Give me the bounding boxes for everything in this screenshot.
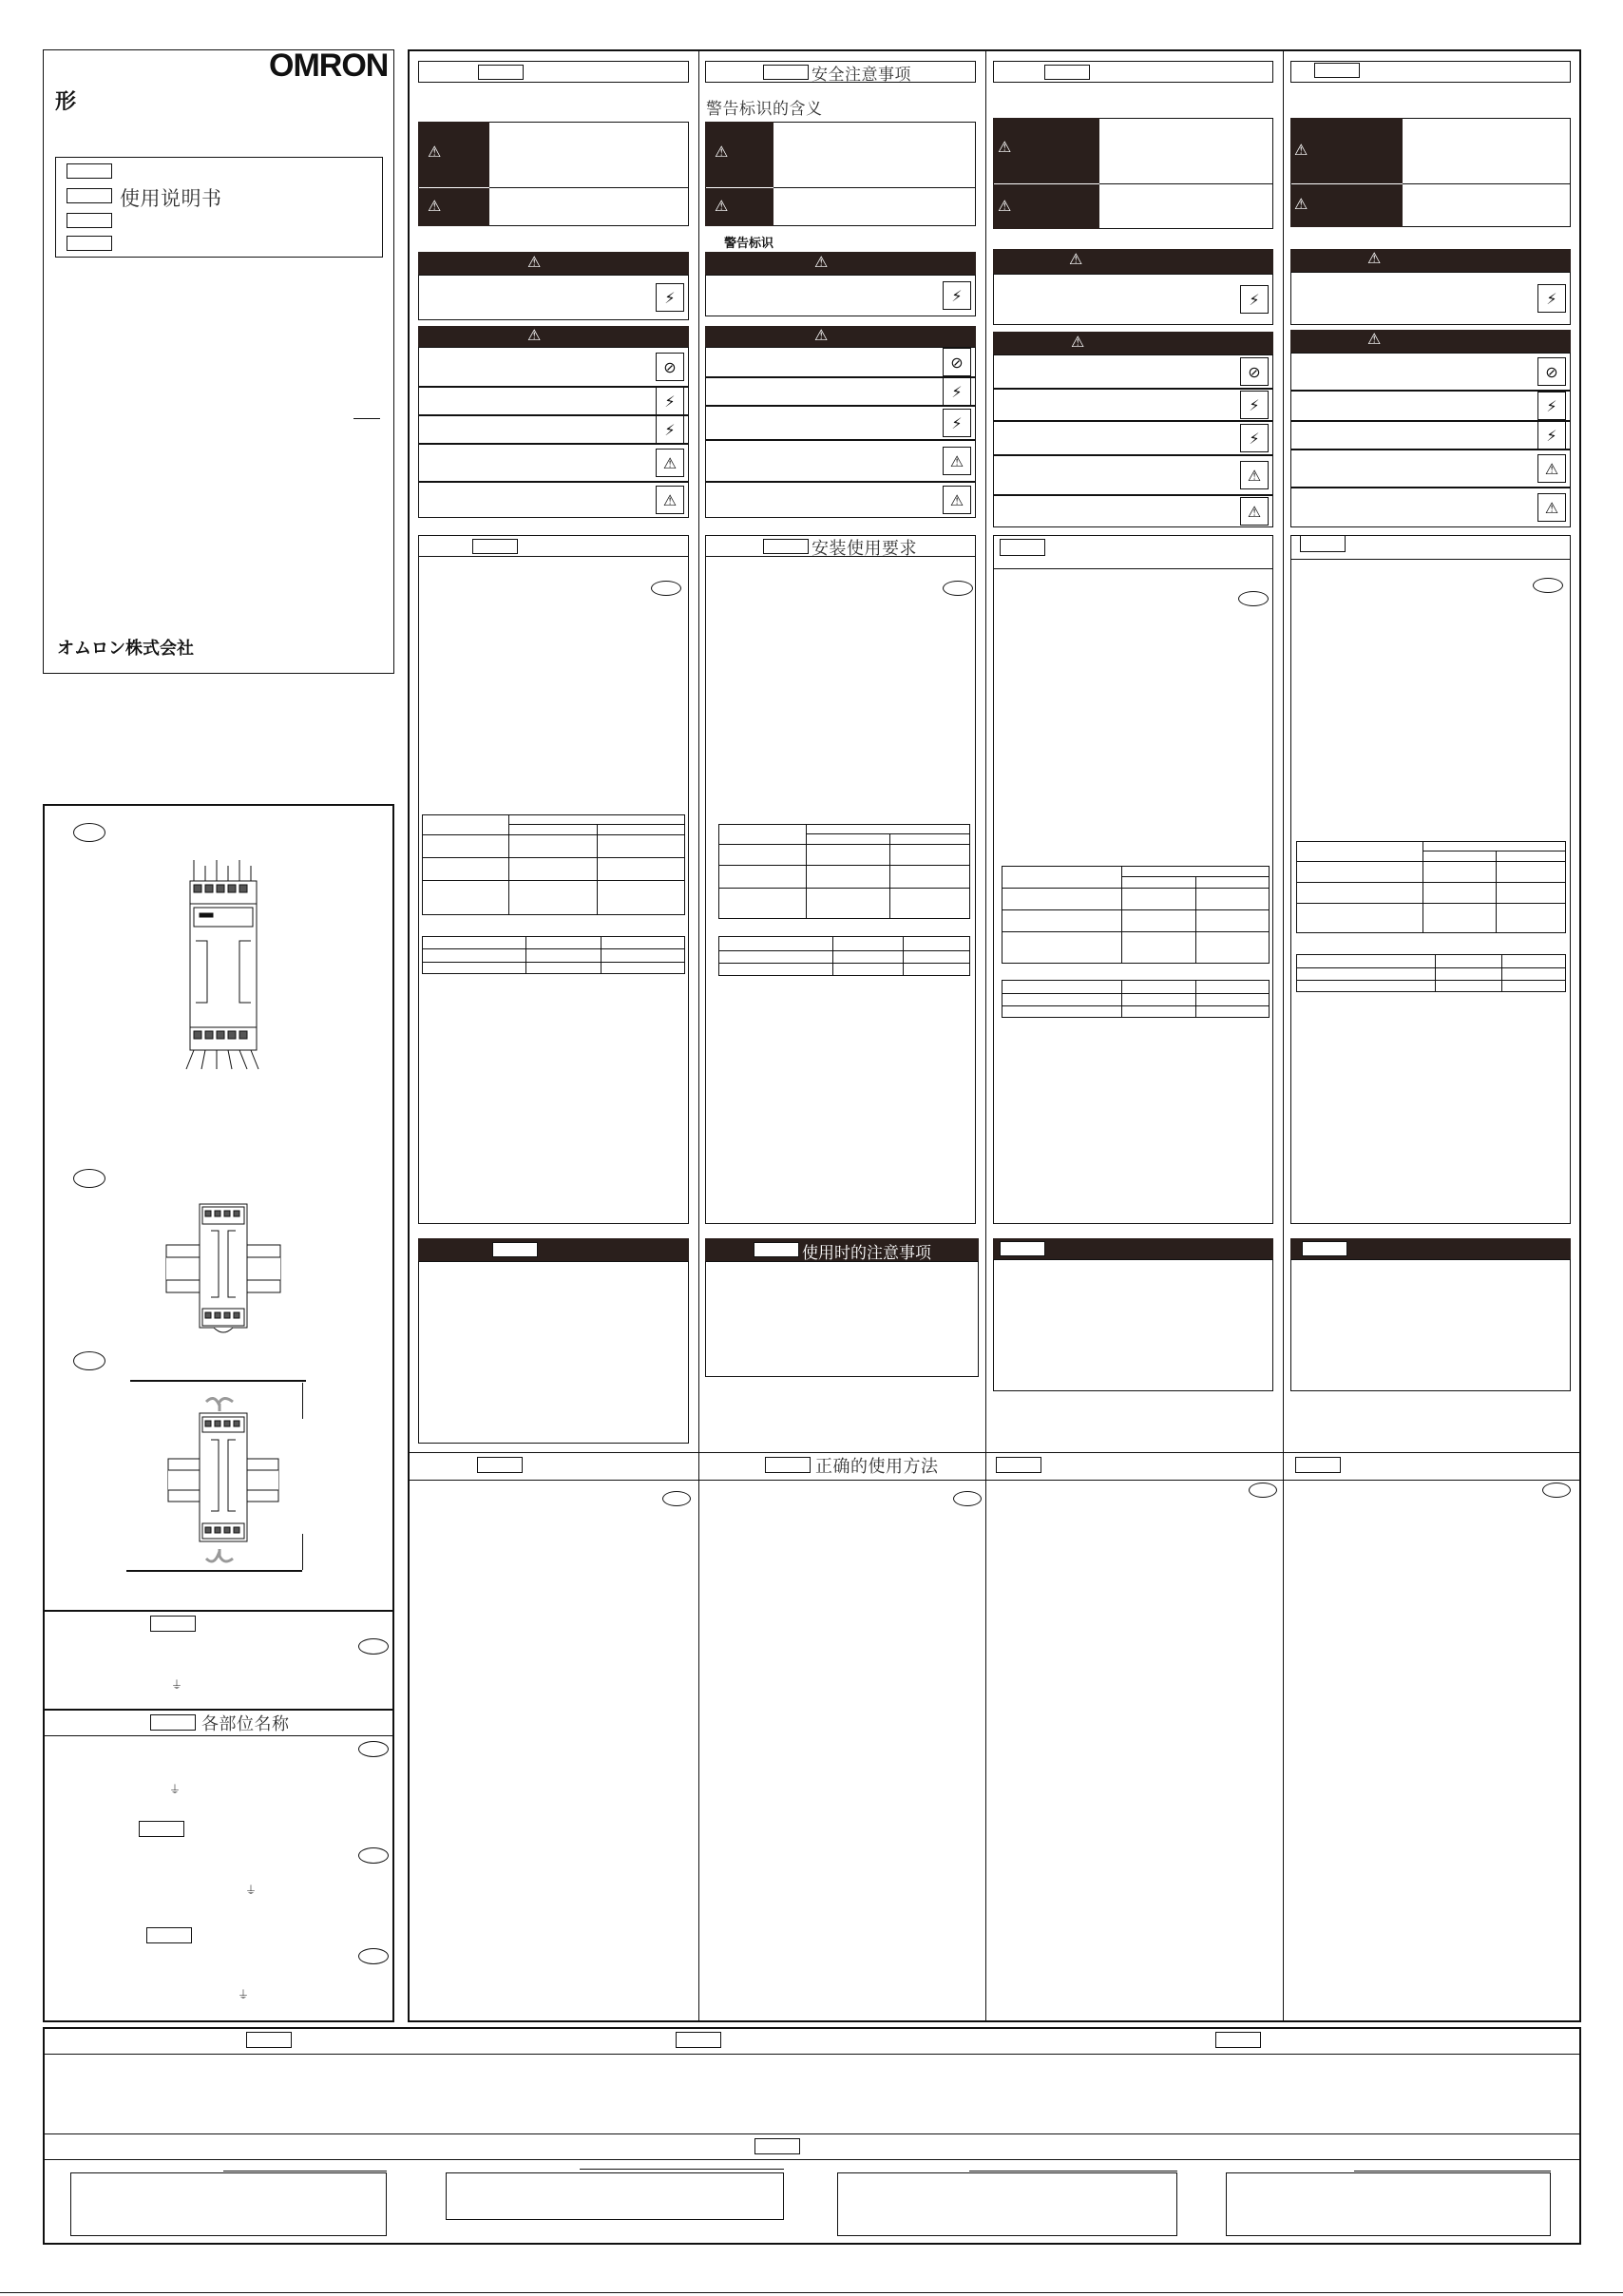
col1-usage-label xyxy=(492,1242,538,1257)
col3-warn-row-3 xyxy=(993,421,1273,455)
col4-warn-row-3 xyxy=(1290,421,1571,450)
electric-shock-icon: ⚡ xyxy=(1240,391,1269,419)
correct-use-marker-4 xyxy=(1542,1483,1571,1498)
col4-table-rule xyxy=(1296,967,1566,968)
col4-warning-bar xyxy=(1290,330,1571,353)
omron-logo: OMRON xyxy=(269,48,389,84)
warning-triangle-icon: ⚠ xyxy=(998,197,1012,215)
warning-triangle-icon: ⚠ xyxy=(1240,461,1269,489)
model-prefix: 形 xyxy=(55,90,77,114)
warning-triangle-icon: ⚠ xyxy=(1294,195,1308,213)
col2-table-rule xyxy=(718,950,970,951)
electric-shock-icon: ⚡ xyxy=(1240,424,1269,452)
contact-box-3 xyxy=(837,2172,1177,2236)
col1-table-rule xyxy=(422,948,685,949)
col3-table-rule xyxy=(1121,980,1122,1018)
col1-table-rule xyxy=(508,824,685,825)
correct-use-label-4 xyxy=(1295,1457,1341,1473)
col4-install-label xyxy=(1300,535,1346,552)
contact-box-2-tab xyxy=(580,2169,784,2170)
warning-meaning-title: 警告标识的含义 xyxy=(706,100,823,119)
warning-triangle-icon: ⚠ xyxy=(715,143,729,161)
electric-shock-icon: ⚡ xyxy=(1537,392,1566,420)
col3-install-label xyxy=(1000,539,1045,556)
col2-table-rule xyxy=(718,963,970,964)
install-title: 安装使用要求 xyxy=(812,539,917,559)
prohibit-disassembly-icon: ⊘ xyxy=(943,348,971,376)
ground-icon: ⏚ xyxy=(171,1678,183,1692)
col1-warning-bar xyxy=(418,326,689,347)
warning-triangle-icon: ⚠ xyxy=(656,449,684,477)
col3-header xyxy=(993,61,1273,83)
col4-warn-row-1 xyxy=(1290,353,1571,391)
col2-warn-row-1 xyxy=(705,347,976,377)
bottom-label-center xyxy=(754,2138,800,2154)
correct-use-label-3 xyxy=(996,1457,1041,1473)
col3-install-rule xyxy=(993,568,1273,569)
col4-table-rule xyxy=(1435,954,1436,992)
prohibit-disassembly-icon: ⊘ xyxy=(1537,357,1566,386)
col4-table-rule xyxy=(1296,980,1566,981)
electric-shock-icon: ⚡ xyxy=(943,409,971,437)
correct-use-marker-1 xyxy=(662,1491,691,1506)
col2-warning-bar xyxy=(705,326,976,347)
col1-table-rule xyxy=(422,880,685,881)
parts-label-2 xyxy=(150,1714,196,1731)
col4-table-rule xyxy=(1496,851,1497,933)
col4-meaning-split xyxy=(1403,183,1571,184)
col1-table-rule xyxy=(422,834,685,835)
col2-install-label xyxy=(763,539,809,554)
bottom-mid-rule-2 xyxy=(45,2159,1579,2160)
col2-warn-row-2 xyxy=(705,377,976,406)
col3-table-rule xyxy=(1121,876,1270,877)
col3-danger-bar xyxy=(993,249,1273,274)
col2-table-rule xyxy=(806,833,970,834)
electric-shock-icon: ⚡ xyxy=(656,283,684,312)
col1-meaning-split xyxy=(489,187,689,188)
col2-warn-row-5 xyxy=(705,482,976,518)
contact-box-4-tab xyxy=(1354,2171,1551,2172)
contact-box-3-tab xyxy=(969,2171,1177,2172)
clearance-dim-top xyxy=(302,1383,303,1419)
col3-sub-table xyxy=(1002,980,1270,1018)
warning-triangle-icon: ⚠ xyxy=(1537,454,1566,483)
title-label-1 xyxy=(67,163,112,179)
col1-warn-row-3 xyxy=(418,415,689,444)
contact-box-2 xyxy=(446,2172,784,2220)
device-front-diagram xyxy=(181,860,266,1074)
page-bottom-rule xyxy=(0,2292,1623,2293)
col3-table-rule xyxy=(1195,876,1196,964)
col1-warn-row-1 xyxy=(418,347,689,387)
col4-install-marker xyxy=(1533,578,1563,593)
parts-marker-1 xyxy=(358,1638,389,1655)
col2-table-rule xyxy=(903,936,904,976)
col1-table-rule xyxy=(525,936,526,974)
clearance-dim-bottom xyxy=(302,1534,303,1570)
col2-header-label xyxy=(763,65,809,80)
clearance-line-bottom xyxy=(126,1570,302,1572)
col1-table-rule xyxy=(597,824,598,915)
col4-usage-box xyxy=(1290,1259,1571,1391)
bottom-mid-rule xyxy=(45,2133,1579,2134)
col1-install-marker xyxy=(651,581,681,596)
correct-use-marker-2 xyxy=(953,1491,982,1506)
col2-usage-box xyxy=(705,1261,979,1377)
warning-marks-title: 警告标识 xyxy=(724,237,774,251)
parts-label-1 xyxy=(150,1616,196,1632)
col1-warn-row-5 xyxy=(418,482,689,518)
warning-triangle-icon: ⚠ xyxy=(428,143,442,161)
title-label-3 xyxy=(67,213,112,228)
electric-shock-icon: ⚡ xyxy=(1537,421,1566,450)
col1-warn-row-2 xyxy=(418,387,689,415)
ground-icon: ⏚ xyxy=(169,1783,181,1796)
col2-usage-label xyxy=(754,1242,799,1257)
col3-warn-row-2 xyxy=(993,389,1273,421)
col4-spec-table xyxy=(1296,841,1566,933)
column-divider-3 xyxy=(1283,49,1284,2022)
col3-table-rule xyxy=(1002,888,1270,889)
parts-label-4 xyxy=(146,1927,192,1943)
warning-triangle-icon: ⚠ xyxy=(1240,497,1269,526)
correct-use-title: 正确的使用方法 xyxy=(815,1457,939,1477)
warning-triangle-icon: ⚠ xyxy=(1367,330,1382,348)
col2-warn-row-3 xyxy=(705,406,976,440)
col4-sub-table xyxy=(1296,954,1566,992)
col3-warn-row-4 xyxy=(993,455,1273,495)
contact-box-4 xyxy=(1226,2172,1551,2236)
part-names-divider-1 xyxy=(44,1610,394,1612)
cover-rule xyxy=(353,418,380,419)
parts-label-3 xyxy=(139,1821,184,1837)
warning-triangle-icon: ⚠ xyxy=(814,253,829,271)
col3-warn-row-1 xyxy=(993,354,1273,389)
col2-table-rule xyxy=(889,833,890,919)
ground-icon: ⏚ xyxy=(245,1884,258,1897)
col3-warning-bar xyxy=(993,332,1273,354)
warning-triangle-icon: ⚠ xyxy=(998,138,1012,156)
col2-meaning-split xyxy=(773,187,976,188)
mounting-clearance-diagram xyxy=(166,1392,280,1568)
col4-header-label xyxy=(1314,63,1360,78)
parts-marker-4 xyxy=(358,1948,389,1964)
contact-box-1 xyxy=(70,2172,387,2236)
contact-box-1-tab xyxy=(223,2171,387,2172)
company-name: オムロン株式会社 xyxy=(57,639,194,659)
col2-table-rule xyxy=(806,824,807,919)
prohibit-disassembly-icon: ⊘ xyxy=(1240,357,1269,386)
title-label-2 xyxy=(67,188,112,203)
diagram-marker-3 xyxy=(73,1351,105,1370)
col3-table-rule xyxy=(1002,1005,1270,1006)
col3-table-rule xyxy=(1195,980,1196,1018)
col1-table-rule xyxy=(422,962,685,963)
col1-install-label xyxy=(472,539,518,554)
warning-triangle-icon: ⚠ xyxy=(814,326,829,344)
col3-meaning-split xyxy=(1099,183,1273,184)
col2-sub-table xyxy=(718,936,970,976)
col4-warn-row-4 xyxy=(1290,450,1571,488)
electric-shock-icon: ⚡ xyxy=(943,281,971,310)
col3-table-rule xyxy=(1121,866,1122,964)
warning-triangle-icon: ⚠ xyxy=(1537,493,1566,522)
warning-triangle-icon: ⚠ xyxy=(1071,333,1085,351)
warning-triangle-icon: ⚠ xyxy=(1069,250,1083,268)
electric-shock-icon: ⚡ xyxy=(656,415,684,444)
col4-warn-row-2 xyxy=(1290,391,1571,421)
warning-triangle-icon: ⚠ xyxy=(527,326,542,344)
col4-table-rule xyxy=(1296,861,1566,862)
col1-install-rule xyxy=(418,556,689,557)
parts-marker-2 xyxy=(358,1741,389,1757)
title-label-4 xyxy=(67,236,112,251)
warning-triangle-icon: ⚠ xyxy=(428,197,442,215)
part-names-divider-3 xyxy=(44,1735,394,1736)
electric-shock-icon: ⚡ xyxy=(943,377,971,406)
col3-spec-table xyxy=(1002,866,1270,964)
column-divider-1 xyxy=(698,49,699,2022)
col1-table-rule xyxy=(508,814,509,915)
electric-shock-icon: ⚡ xyxy=(1240,285,1269,314)
col1-sub-table xyxy=(422,936,685,974)
col1-table-rule xyxy=(422,857,685,858)
bottom-label-2 xyxy=(676,2032,721,2048)
col3-header-label xyxy=(1044,65,1090,80)
warning-triangle-icon: ⚠ xyxy=(1367,249,1382,267)
col1-usage-box xyxy=(418,1261,689,1444)
col1-danger-bar xyxy=(418,252,689,275)
col4-danger-bar xyxy=(1290,249,1571,272)
manual-title: 使用说明书 xyxy=(120,187,222,210)
diagram-marker-2 xyxy=(73,1169,105,1188)
warning-triangle-icon: ⚠ xyxy=(656,486,684,514)
parts-marker-3 xyxy=(358,1847,389,1864)
col1-warn-row-4 xyxy=(418,444,689,482)
bottom-header-rule xyxy=(45,2054,1579,2055)
safety-title: 安全注意事项 xyxy=(812,66,911,85)
col2-danger-bar xyxy=(705,252,976,275)
correct-use-bottom-rule xyxy=(410,1480,1579,1481)
col3-table-rule xyxy=(1002,931,1270,932)
col2-table-rule xyxy=(718,888,970,889)
col3-usage-box xyxy=(993,1259,1273,1391)
col4-table-rule xyxy=(1296,903,1566,904)
electric-shock-icon: ⚡ xyxy=(1537,284,1566,313)
bottom-label-3 xyxy=(1215,2032,1261,2048)
col2-table-rule xyxy=(718,844,970,845)
warning-triangle-icon: ⚠ xyxy=(943,486,971,514)
col1-spec-table xyxy=(422,814,685,915)
correct-use-label-1 xyxy=(477,1457,523,1473)
diagram-marker-1 xyxy=(73,823,105,842)
correct-use-top-rule xyxy=(410,1452,1579,1453)
col1-header-label xyxy=(478,65,524,80)
part-names-title: 各部位名称 xyxy=(201,1714,290,1734)
prohibit-disassembly-icon: ⊘ xyxy=(656,353,684,381)
warning-triangle-icon: ⚠ xyxy=(943,447,971,475)
warning-triangle-icon: ⚠ xyxy=(527,253,542,271)
col1-danger-row xyxy=(418,275,689,320)
col3-install-marker xyxy=(1238,591,1269,606)
bottom-label-1 xyxy=(246,2032,292,2048)
col1-header xyxy=(418,61,689,83)
col2-table-rule xyxy=(832,936,833,976)
col3-table-rule xyxy=(1002,993,1270,994)
col2-spec-table xyxy=(718,824,970,919)
col1-usage-bar xyxy=(418,1238,689,1261)
din-rail-mount-diagram xyxy=(162,1202,285,1340)
col2-warn-row-4 xyxy=(705,440,976,482)
col4-danger-row xyxy=(1290,272,1571,325)
clearance-line-top xyxy=(130,1380,306,1382)
col2-danger-row xyxy=(705,275,976,316)
col3-danger-row xyxy=(993,274,1273,325)
col4-table-rule xyxy=(1296,882,1566,883)
cover-panel xyxy=(43,49,394,674)
col3-usage-label xyxy=(1000,1241,1045,1256)
column-divider-2 xyxy=(985,49,986,2022)
ground-icon: ⏚ xyxy=(238,1988,250,2001)
usage-precautions-title: 使用时的注意事项 xyxy=(802,1244,931,1263)
col3-warn-row-5 xyxy=(993,495,1273,527)
col4-install-rule xyxy=(1290,559,1571,560)
col2-table-rule xyxy=(718,865,970,866)
warning-triangle-icon: ⚠ xyxy=(715,197,729,215)
correct-use-marker-3 xyxy=(1249,1483,1277,1498)
col4-warn-row-5 xyxy=(1290,488,1571,527)
col3-table-rule xyxy=(1002,909,1270,910)
warning-triangle-icon: ⚠ xyxy=(1294,141,1308,159)
electric-shock-icon: ⚡ xyxy=(656,387,684,415)
col4-usage-label xyxy=(1302,1241,1347,1256)
col4-table-rule xyxy=(1501,954,1502,992)
col2-install-marker xyxy=(943,581,973,596)
correct-use-label-2 xyxy=(765,1457,811,1473)
